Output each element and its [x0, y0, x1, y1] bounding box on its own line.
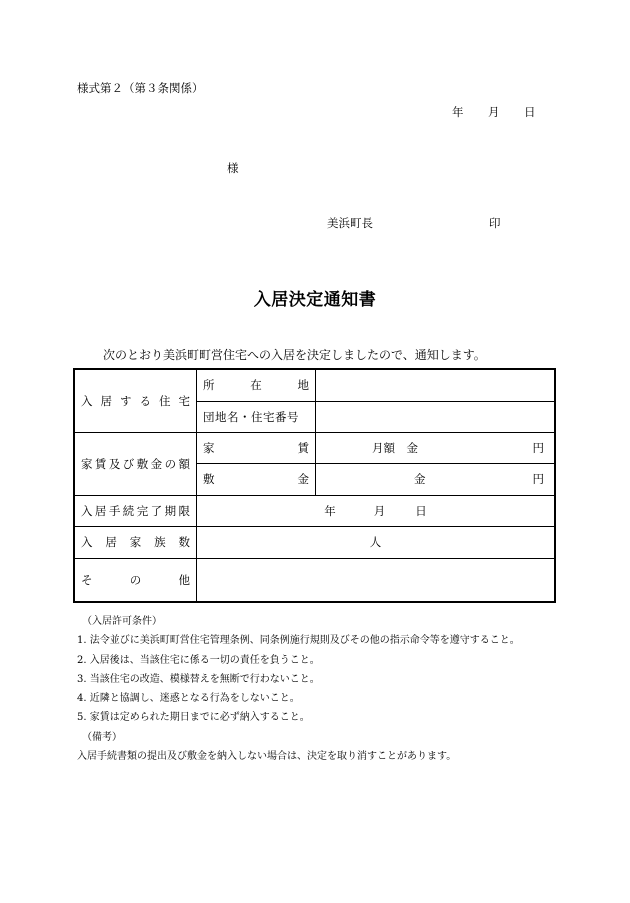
other-value: [197, 558, 556, 602]
condition-item: 4. 近隣と協調し、迷惑となる行為をしないこと。: [77, 693, 300, 705]
location-value: [316, 369, 556, 401]
rent-prefix: 月額 金: [372, 440, 418, 455]
condition-item: 5. 家賃は定められた期日までに必ず納入すること。: [77, 712, 310, 724]
fees-label: 家賃及び敷金の額: [74, 432, 197, 495]
date-day-label: 日: [524, 105, 536, 119]
deposit-prefix: 金: [414, 472, 426, 486]
date-year-label: 年: [452, 105, 464, 119]
family-unit: 人: [369, 535, 382, 549]
table-row: [74, 432, 555, 463]
deadline-day: 日: [415, 503, 427, 518]
housing-label: 入居する住宅: [74, 369, 197, 432]
document-title: 入居決定通知書: [253, 290, 377, 310]
rent-unit: 円: [532, 440, 544, 455]
unit-value: [316, 401, 556, 432]
condition-item: 2. 入居後は、当該住宅に係る一切の責任を負うこと。: [77, 654, 320, 666]
form-number: 様式第２（第３条関係）: [77, 81, 204, 95]
condition-item: 3. 当該住宅の改造、模様替えを無断で行わないこと。: [77, 673, 320, 685]
deadline-value: [197, 495, 556, 526]
date-month-label: 月: [488, 105, 500, 119]
decision-table: [73, 368, 556, 603]
rent-label: 家賃: [197, 432, 316, 463]
remarks-text: 入居手続書類の提出及び敷金を納入しない場合は、決定を取り消すことがあります。: [77, 751, 457, 763]
other-label: その他: [74, 558, 197, 602]
deadline-year: 年: [324, 503, 336, 518]
table-row: [74, 369, 555, 401]
deposit-value: [316, 463, 556, 495]
recipient-honorific: 様: [227, 161, 239, 175]
condition-item: 1. 法令並びに美浜町町営住宅管理条例、同条例施行規則及びその他の指示命令等を遵守すること。: [77, 635, 520, 647]
family-label: 入居家族数: [74, 526, 197, 558]
deposit-unit: 円: [532, 472, 544, 486]
issue-date: [452, 104, 536, 120]
remarks-heading: （備考）: [82, 731, 122, 743]
seal-mark: 印: [489, 216, 501, 230]
deadline-month: 月: [373, 503, 386, 518]
unit-label: 団地名・住宅番号: [197, 401, 316, 432]
conditions-section: [77, 612, 520, 766]
table-row: [74, 558, 555, 602]
deposit-label: 敷金: [197, 463, 316, 495]
family-value: [197, 526, 556, 558]
rent-value: [316, 432, 556, 463]
table-row: [74, 495, 555, 526]
conditions-heading: （入居許可条件）: [82, 616, 162, 627]
deadline-label: 入居手続完了期限: [74, 495, 197, 526]
intro-text: 次のとおり美浜町町営住宅への入居を決定しましたので、通知します。: [103, 348, 486, 362]
issuer-name: 美浜町長: [327, 216, 373, 230]
table-row: [74, 526, 555, 558]
location-label: 所在地: [197, 369, 316, 401]
